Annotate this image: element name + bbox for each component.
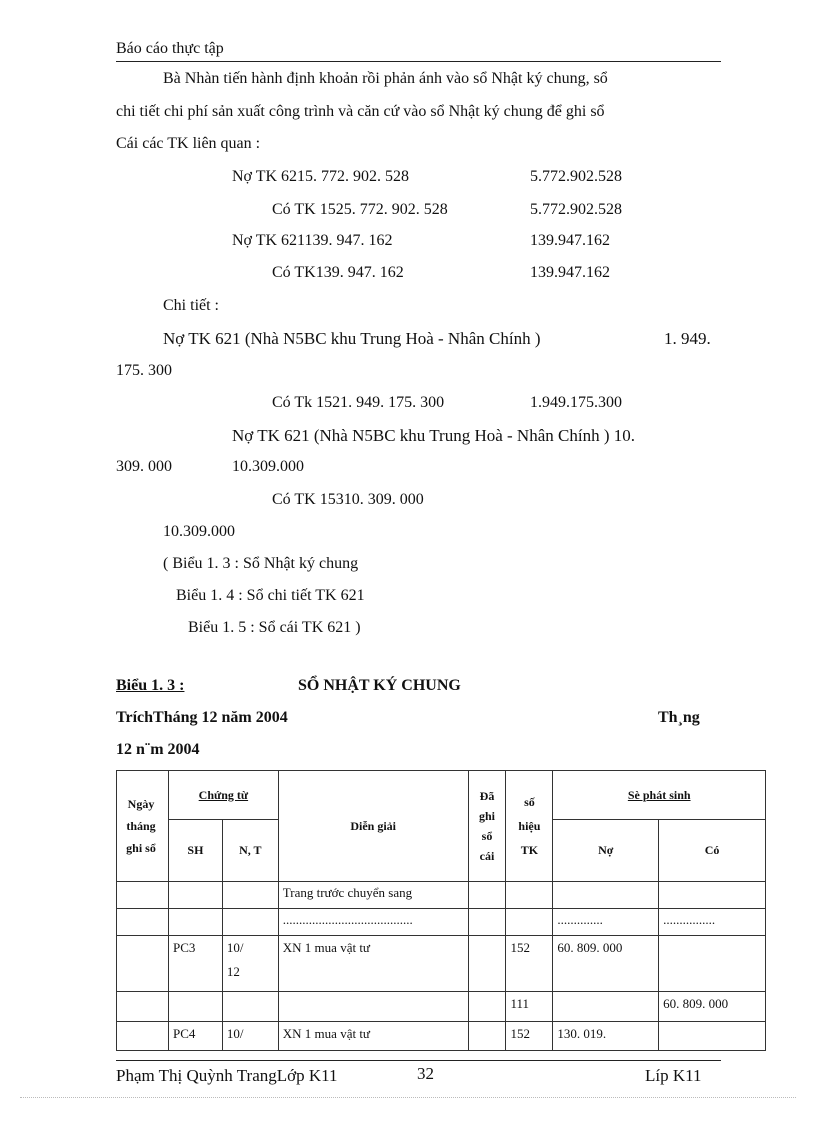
table-row [117,936,766,992]
detail-2-debit: Nợ TK 621 (Nhà N5BC khu Trung Hoà - Nhân Chính ) 10. [232,426,635,445]
entry-account-1: Nợ TK 6215. 772. 902. 528 [232,168,410,185]
detail-1-amount-cont: 175. 300 [116,362,172,379]
paragraph-line-3: Cái các TK liên quan : [116,135,261,152]
entry-account-2: Có TK 1525. 772. 902. 528 [272,201,448,218]
detail-1-debit: Nợ TK 621 (Nhà N5BC khu Trung Hoà - Nhân Chính ) [163,329,541,348]
table-row [117,992,766,1022]
entry-amount-4: 139.947.162 [530,264,610,281]
row-debit: 60. 809. 000 [553,936,659,992]
row-debit [553,992,659,1022]
entry-amount-1: 5.772.902.528 [530,168,622,185]
paragraph-line-1: Bà Nhàn tiến hành định khoản rồi phản ánh vào sổ Nhật ký chung, sổ [163,70,608,87]
entry-amount-2: 5.772.902.528 [530,201,622,218]
table-row [117,909,766,936]
row-credit [659,1022,766,1051]
row-account: 152 [506,1022,553,1051]
page-number: 32 [417,1064,434,1083]
reference-2: Biểu 1. 4 : Sổ chi tiết TK 621 [176,587,365,604]
row-description: Trang trước chuyển sang [278,882,468,909]
row-debit: 130. 019. [553,1022,659,1051]
entry-account-3: Nợ TK 621139. 947. 162 [232,232,393,249]
reference-1: ( Biểu 1. 3 : Sổ Nhật ký chung [163,555,359,572]
header-date: Ngày tháng ghi sổ [117,771,169,882]
row-credit: 60. 809. 000 [659,992,766,1022]
paragraph-line-2: chi tiết chi phí sản xuất công trình và căn cứ vào sổ Nhật ký chung để ghi sổ [116,103,605,120]
table-label: Biểu 1. 3 : [116,677,185,694]
footer-divider [116,1060,721,1061]
row-account: 152 [506,936,553,992]
footer-class: Líp K11 [645,1066,702,1085]
detail-2-amount-a: 309. 000 [116,458,172,475]
row-credit: ................ [659,909,766,936]
report-header-title: Báo cáo thực tập [116,40,224,57]
row-sh: PC4 [168,1022,222,1051]
footer-author: Phạm Thị Quỳnh TrangLớp K11 [116,1066,338,1085]
detail-1-credit: Có Tk 1521. 949. 175. 300 [272,394,445,411]
row-description: XN 1 mua vật tư [278,1022,468,1051]
row-description: ........................................ [278,909,468,936]
detail-2-credit: Có TK 15310. 309. 000 [272,491,424,508]
detail-2-credit-amount: 10.309.000 [163,523,235,540]
detail-2-amount-b: 10.309.000 [232,458,304,475]
header-debit: Nợ [553,820,659,882]
table-extract-right: Th¸ng [658,709,700,726]
header-nt: N, T [222,820,278,882]
header-amounts: Sè phát sinh [553,771,766,820]
table-extract: TríchTháng 12 năm 2004 [116,709,288,726]
reference-3: Biểu 1. 5 : Sổ cái TK 621 ) [188,619,361,636]
header-sh: SH [168,820,222,882]
detail-1-amount: 1. 949. [664,329,711,348]
table-extract-line2: 12 n¨m 2004 [116,741,200,758]
row-nt: 10/ 12 [222,936,278,992]
row-debit: .............. [553,909,659,936]
journal-table [116,770,766,1051]
table-row [117,1022,766,1051]
row-nt: 10/ [222,1022,278,1051]
entry-amount-3: 139.947.162 [530,232,610,249]
table-row [117,882,766,909]
header-voucher: Chứng từ [168,771,278,820]
row-description: XN 1 mua vật tư [278,936,468,992]
row-credit [659,936,766,992]
header-posted: Đã ghi sổ cái [468,771,506,882]
page-bottom-rule [20,1097,796,1098]
detail-label: Chi tiết : [163,297,219,314]
row-account: 111 [506,992,553,1022]
entry-account-4: Có TK139. 947. 162 [272,264,404,281]
header-divider [116,61,721,62]
header-description: Diễn giải [278,771,468,882]
header-account: số hiệu TK [506,771,553,882]
header-credit: Có [659,820,766,882]
table-title: SỔ NHẬT KÝ CHUNG [298,677,461,694]
row-sh: PC3 [168,936,222,992]
detail-1-credit-amount: 1.949.175.300 [530,394,622,411]
